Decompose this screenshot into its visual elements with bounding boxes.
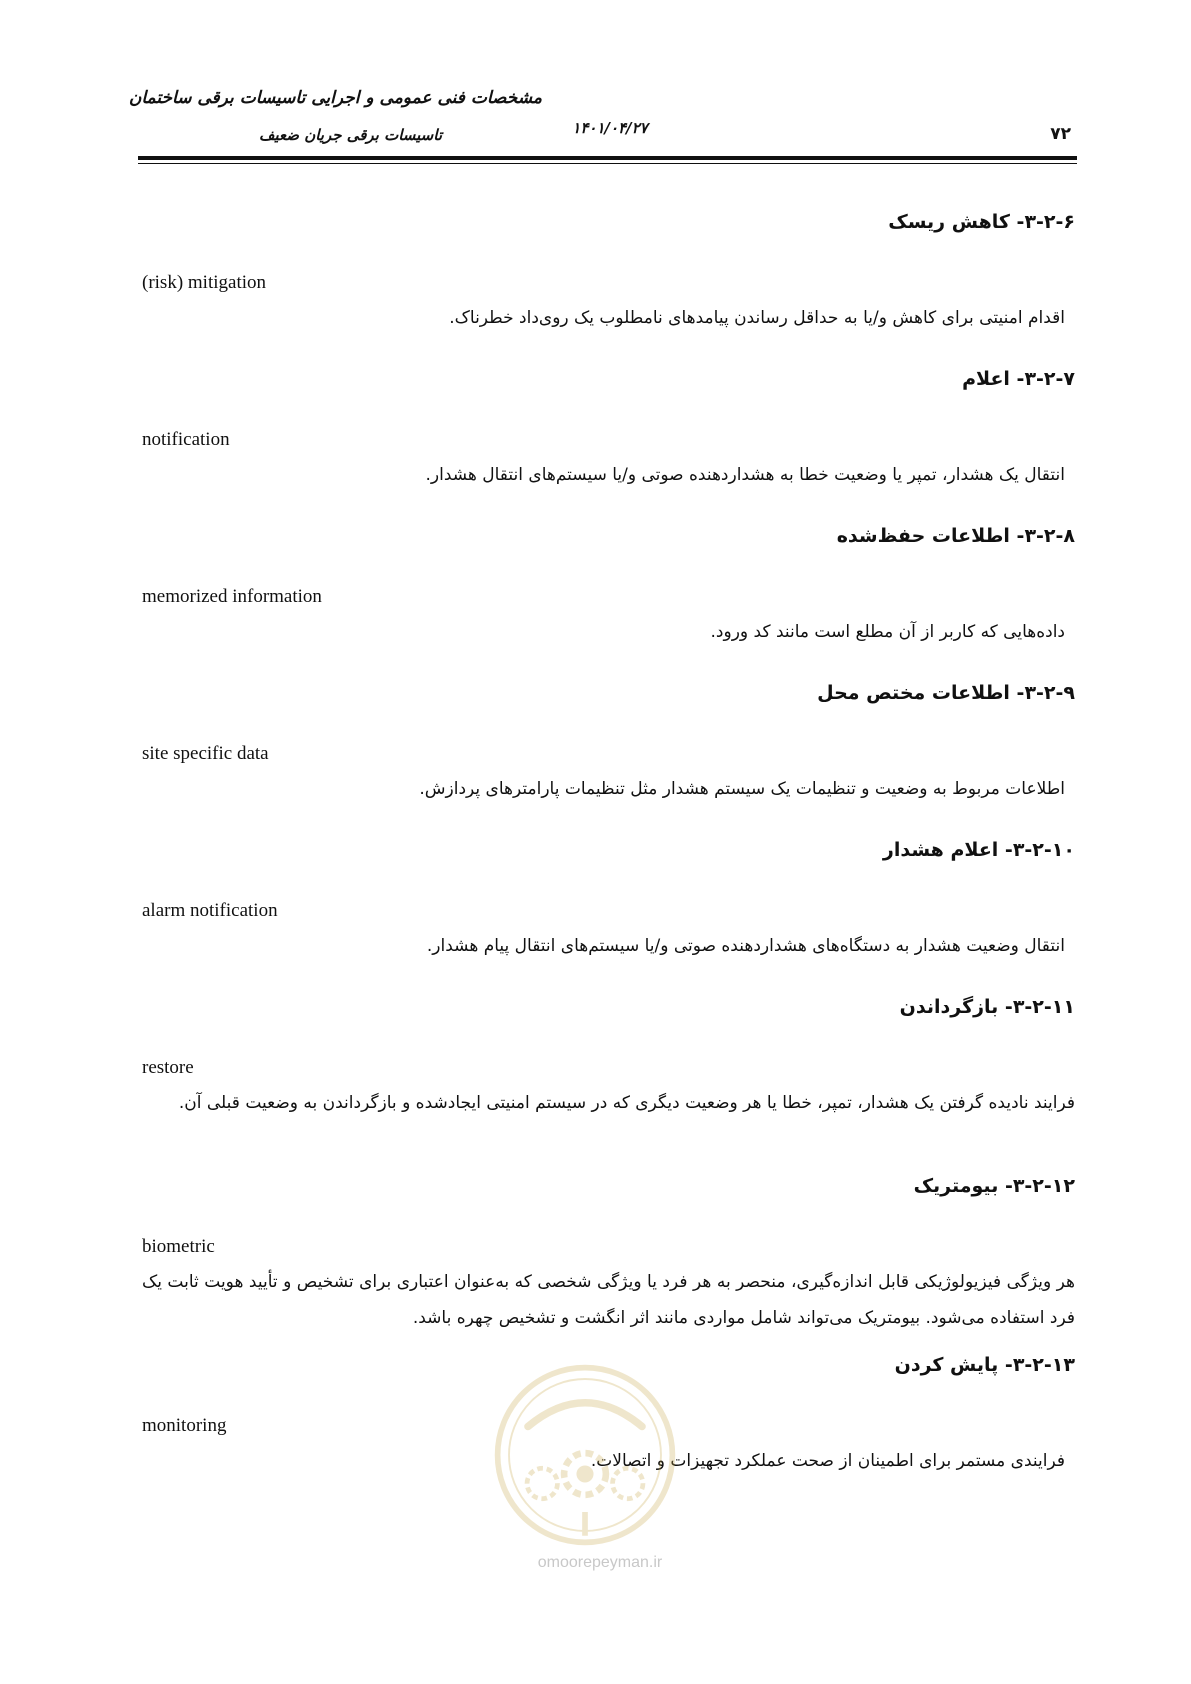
header-rule-thick <box>138 156 1077 160</box>
english-term: memorized information <box>142 586 322 607</box>
definition-entry <box>142 524 1077 681</box>
page-number: ۷۲ <box>1050 124 1071 144</box>
definition-entry <box>142 838 1077 995</box>
definition-text: انتقال وضعیت هشدار به دستگاه‌های هشداردهنده صوتی و/یا سیستم‌های انتقال پیام هشدار. <box>426 936 1065 956</box>
header-rule-thin <box>138 163 1077 164</box>
definition-text: اقدام امنیتی برای کاهش و/یا به حداقل رساندن پیامدهای نامطلوب یک روی‌داد خطرناک. <box>449 308 1065 328</box>
english-term: restore <box>142 1057 194 1078</box>
definitions-list <box>142 210 1077 1510</box>
definition-text: فرایند نادیده گرفتن یک هشدار، تمپر، خطا یا هر وضعیت دیگری که در سیستم امنیتی ایجادشده و بازگرداندن به وضعیت قبلی آن. <box>178 1093 1075 1113</box>
english-term: (risk) mitigation <box>142 272 267 293</box>
definition-text: هر ویژگی فیزیولوژیکی قابل اندازه‌گیری، منحصر به هر فرد یا ویژگی شخصی که به‌عنوان اعتباری برای تشخیص و تأیید هویت ثابت یک فرد استفاده می‌شود. بیومتریک می‌تواند شامل مواردی مانند اثر انگشت و تشخیص چهره باشد. <box>142 1272 1075 1328</box>
definition-entry <box>142 210 1077 367</box>
english-term: biometric <box>142 1236 215 1257</box>
section-heading: ۳-۲-۷- اعلام <box>962 368 1075 390</box>
definition-text: داده‌هایی که کاربر از آن مطلع است مانند کد ورود. <box>710 622 1065 642</box>
definition-entry <box>142 681 1077 838</box>
definition-entry <box>142 367 1077 524</box>
document-date: ۱۴۰۱/۰۴/۲۷ <box>572 119 648 137</box>
watermark-url: omoorepeyman.ir <box>537 1554 663 1571</box>
english-term: monitoring <box>142 1415 227 1436</box>
definition-text: انتقال یک هشدار، تمپر یا وضعیت خطا به هشداردهنده صوتی و/یا سیستم‌های انتقال هشدار. <box>425 465 1065 485</box>
section-heading: ۳-۲-۱۱- بازگرداندن <box>899 996 1075 1018</box>
document-subtitle: تاسیسات برقی جریان ضعیف <box>258 126 442 144</box>
section-heading: ۳-۲-۹- اطلاعات مختص محل <box>817 682 1075 704</box>
definition-entry <box>142 995 1077 1174</box>
document-title: مشخصات فنی عمومی و اجرایی تاسیسات برقی ساختمان <box>128 88 542 108</box>
section-heading: ۳-۲-۱۰- اعلام هشدار <box>882 839 1075 861</box>
section-heading: ۳-۲-۱۳- پایش کردن <box>894 1354 1075 1376</box>
definition-entry <box>142 1174 1077 1353</box>
definition-text: فرایندی مستمر برای اطمینان از صحت عملکرد تجهیزات و اتصالات. <box>590 1451 1065 1471</box>
english-term: site specific data <box>142 743 269 764</box>
english-term: alarm notification <box>142 900 278 921</box>
section-heading: ۳-۲-۶- کاهش ریسک <box>888 211 1075 233</box>
definition-entry <box>142 1353 1077 1510</box>
section-heading: ۳-۲-۸- اطلاعات حفظ‌شده <box>836 525 1075 547</box>
english-term: notification <box>142 429 230 450</box>
section-heading: ۳-۲-۱۲- بیومتریک <box>913 1175 1075 1197</box>
definition-text: اطلاعات مربوط به وضعیت و تنظیمات یک سیستم هشدار مثل تنظیمات پارامترهای پردازش. <box>419 779 1065 799</box>
